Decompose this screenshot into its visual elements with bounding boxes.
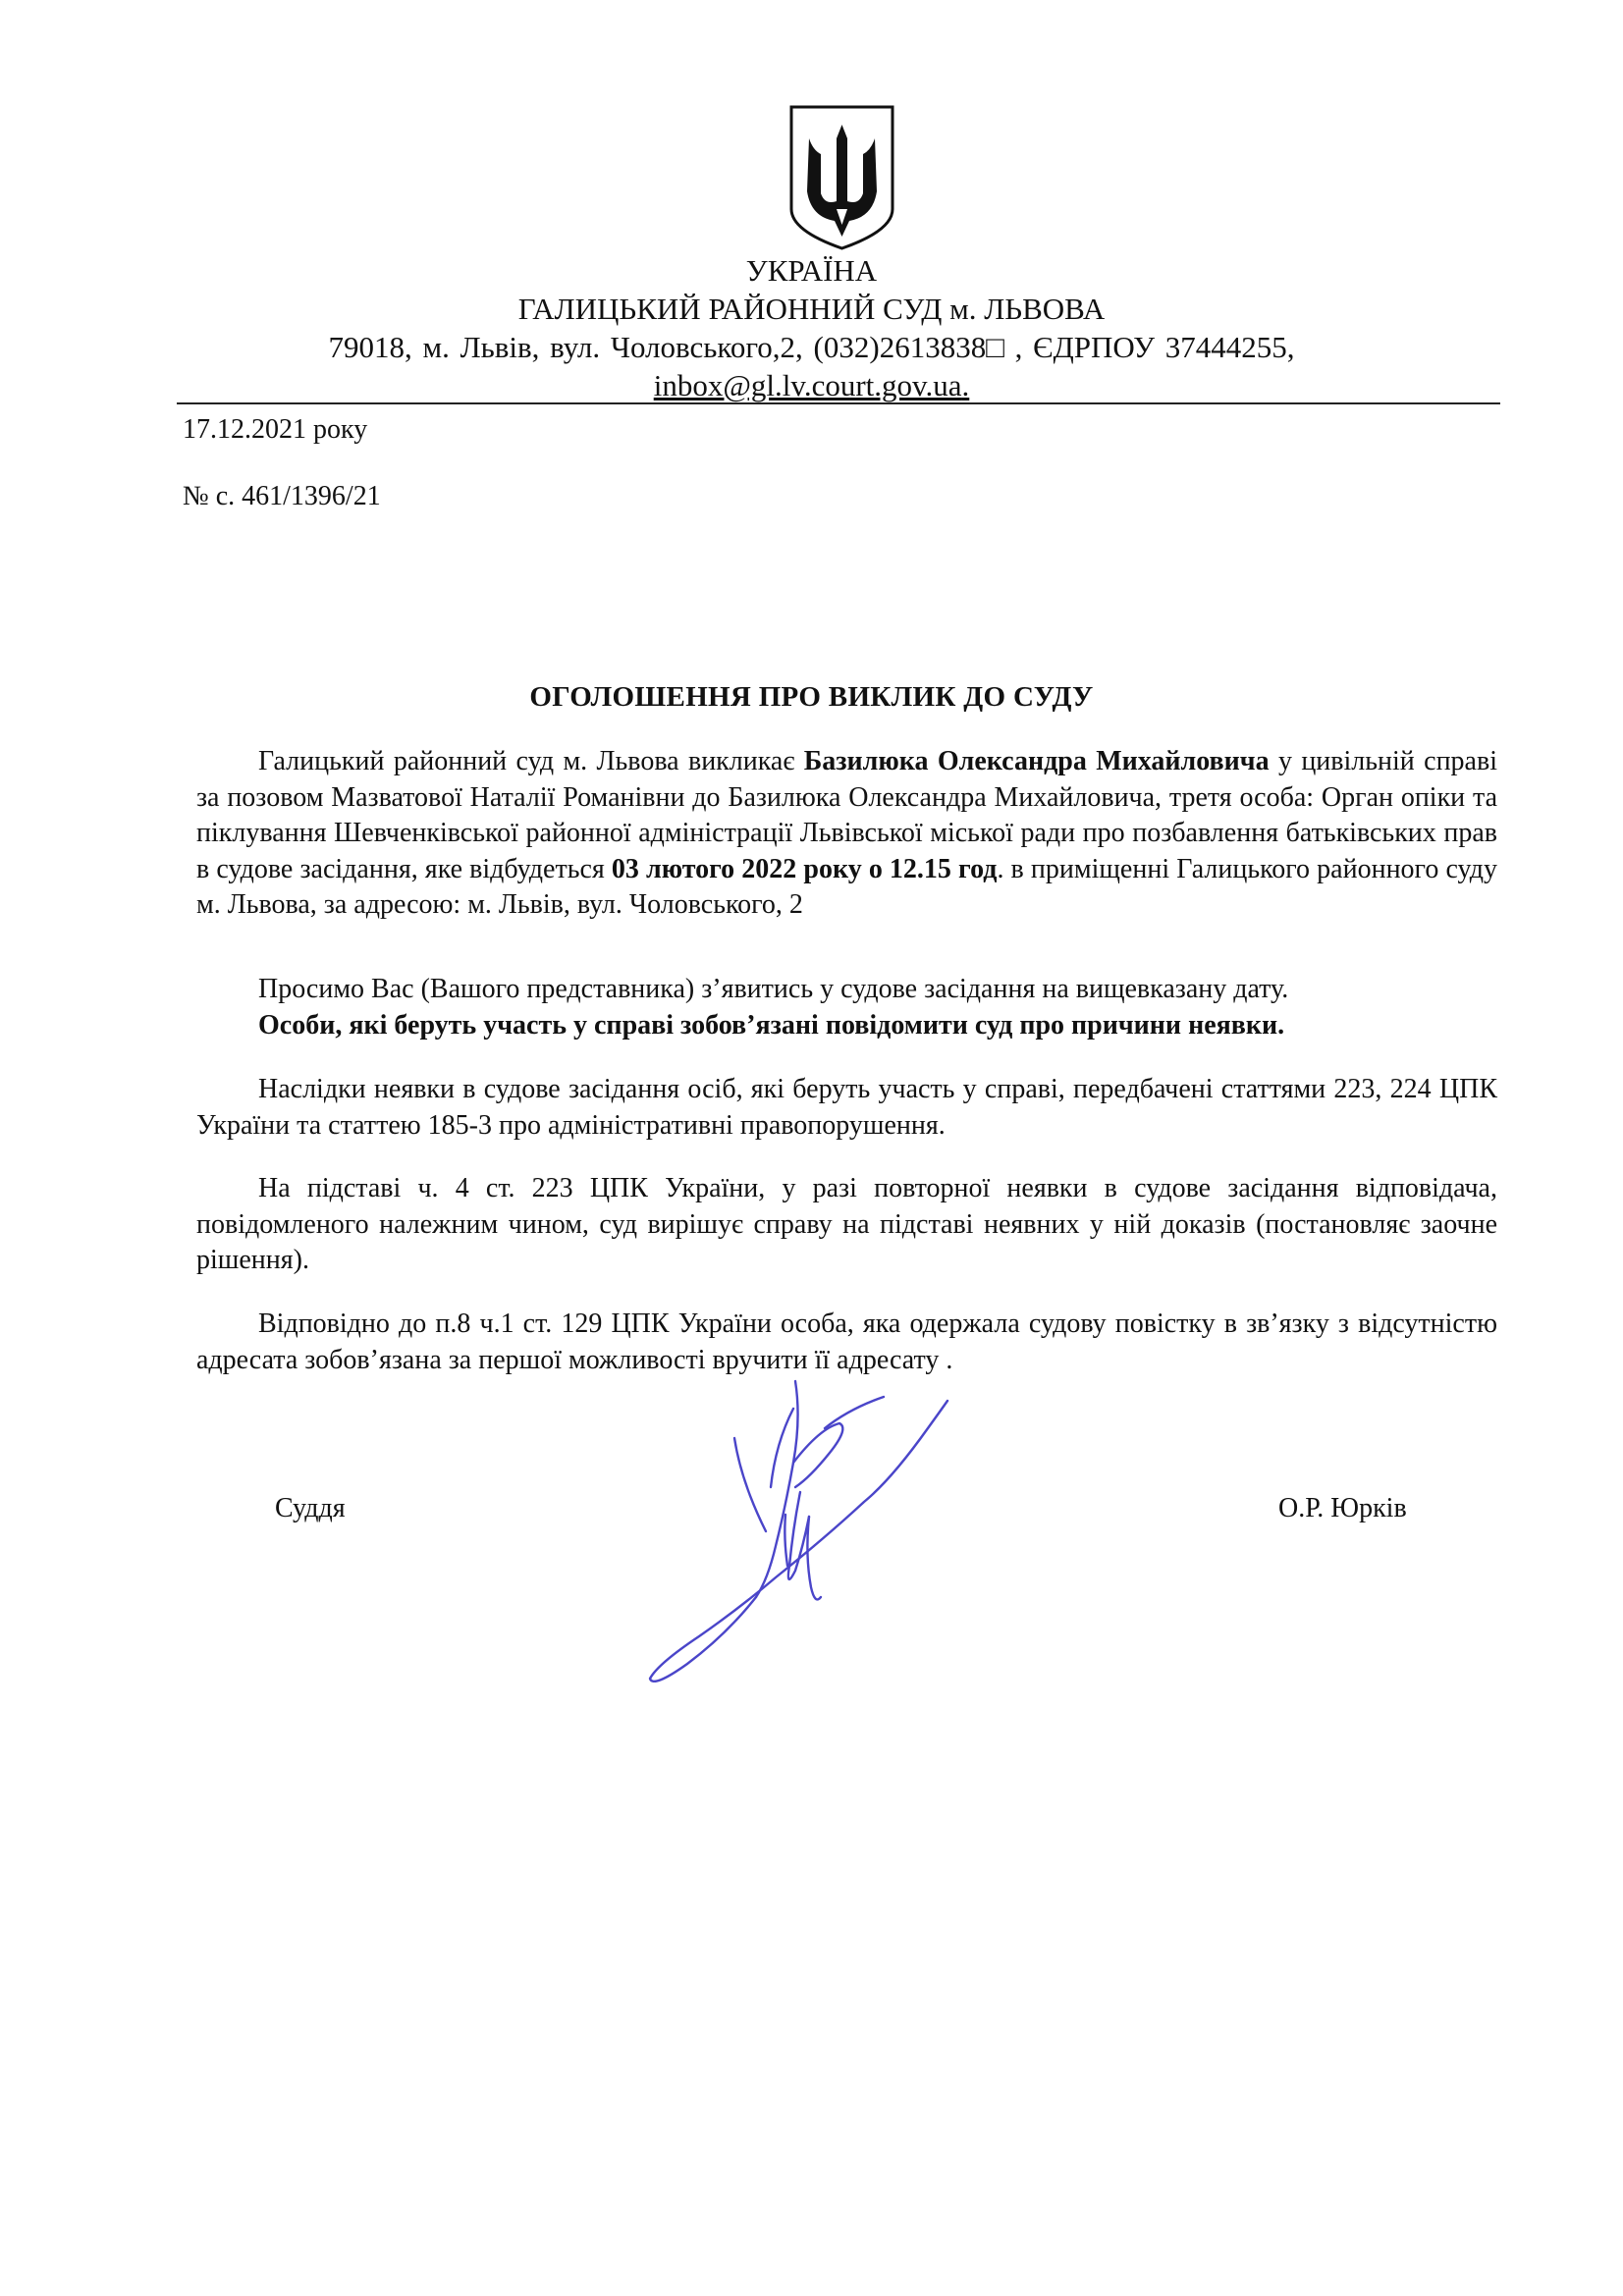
- paragraph-request: Просимо Вас (Вашого представника) з’явитись у судове засідання на вищевказану дату.: [258, 974, 1289, 1004]
- case-number: № с. 461/1396/21: [183, 481, 381, 511]
- coat-of-arms-icon: [785, 103, 898, 252]
- paragraph-delivery: Відповідно до п.8 ч.1 ст. 129 ЦПК України особа, яка одержала судову повістку в зв’язку з відсутністю адресата зобов’язана за першої можливості вручити її адресату .: [196, 1308, 1497, 1375]
- court-name: ГАЛИЦЬКИЙ РАЙОННИЙ СУД м. ЛЬВОВА: [517, 292, 1106, 326]
- email-trailing-dot: .: [961, 368, 970, 402]
- header-divider: [177, 402, 1500, 404]
- country-name: УКРАЇНА: [745, 253, 878, 288]
- hearing-datetime: 03 лютого 2022 року о 12.15 год: [611, 853, 998, 884]
- paragraph-obligation: Особи, які беруть участь у справі зобов’язані повідомити суд про причини неявки.: [258, 1010, 1285, 1041]
- signatory-title: Суддя: [275, 1493, 346, 1523]
- paragraph-consequences: Наслідки неявки в судове засідання осіб, які беруть участь у справі, передбачені статтями 223, 224 ЦПК України та статтею 185-3 про адміністративні правопорушення.: [196, 1074, 1497, 1141]
- paragraph-default-judgment: На підставі ч. 4 ст. 223 ЦПК України, у разі повторної неявки в судове засідання відповідача, повідомленого належним чином, суд вирішує справу на підставі неявних у ній доказів (постановляє заочне рішення).: [196, 1173, 1497, 1275]
- handwritten-signature-icon: [628, 1369, 962, 1698]
- document-title: ОГОЛОШЕННЯ ПРО ВИКЛИК ДО СУДУ: [529, 681, 1094, 713]
- defendant-name: Базилюка Олександра Михайловича: [803, 746, 1270, 776]
- court-email-line: [0, 368, 1623, 403]
- summons-text-b: у цивільній справі за позовом Мазватової Наталії Романівни до Базилюка Олександра Михайловича, третя особа: Орган опіки та піклування Шевченківської районної адміністрації Львівської міської ради про позбавлення батьківських прав в судове засідання, яке відбудеться: [196, 746, 1497, 884]
- signatory-name: О.Р. Юрків: [1278, 1493, 1407, 1523]
- summons-text-a: Галицький районний суд м. Львова викликає: [258, 746, 804, 776]
- document-date: 17.12.2021 року: [183, 414, 368, 445]
- paragraph-summons: [196, 744, 1497, 924]
- court-email-link[interactable]: inbox@gl.lv.court.gov.ua: [653, 368, 962, 402]
- court-address: 79018, м. Львів, вул. Чоловського,2, (032)2613838□ , ЄДРПОУ 37444255,: [328, 330, 1295, 364]
- summons-text-c: . в приміщенні Галицького районного суду м. Львова, за адресою: м. Львів, вул. Чоловського, 2: [196, 853, 1497, 920]
